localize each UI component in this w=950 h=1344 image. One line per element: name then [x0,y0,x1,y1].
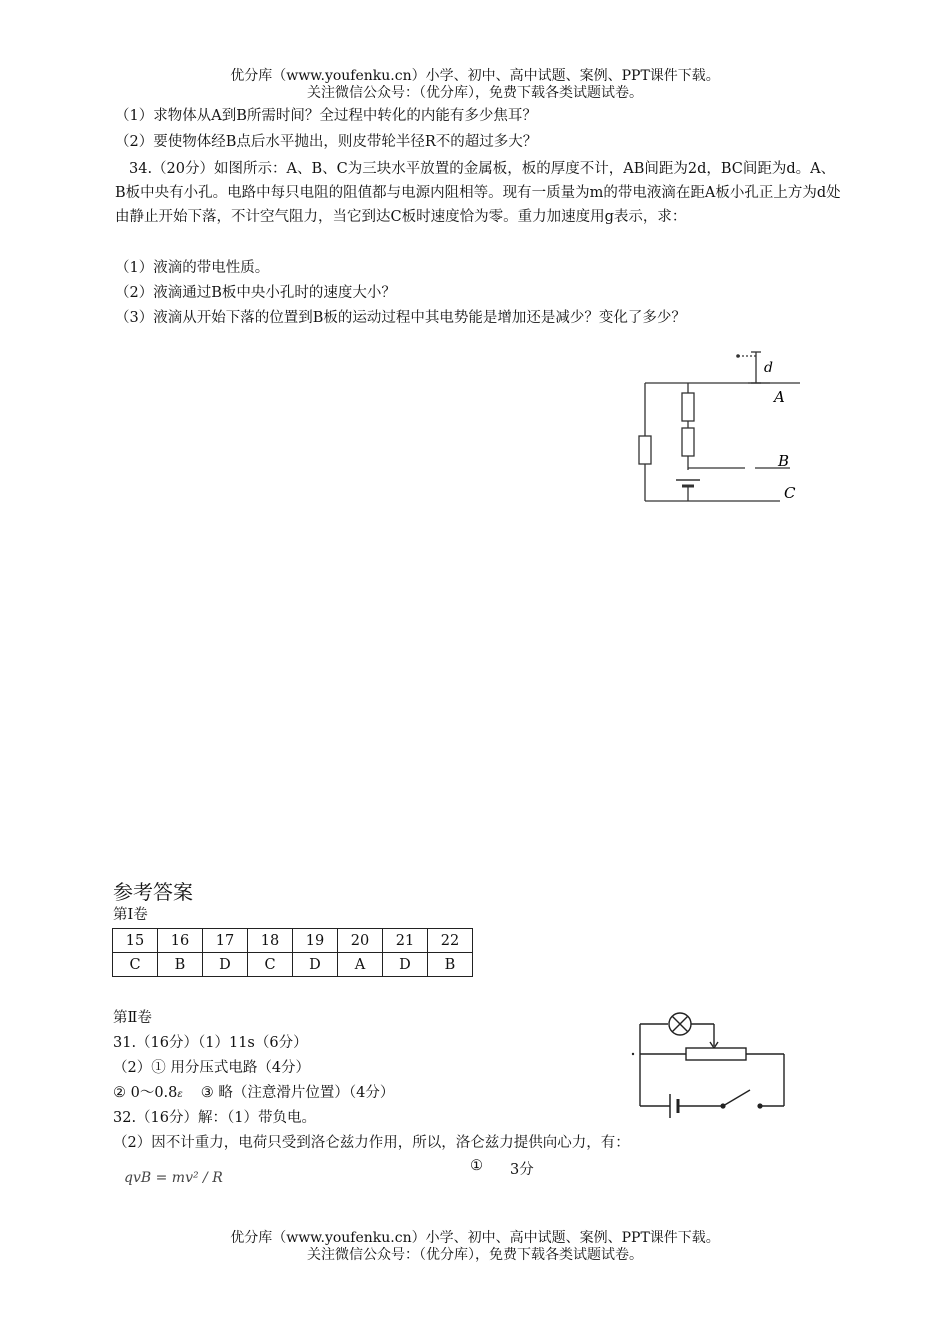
q31-range: ② 0～0.8 [113,1085,178,1101]
switch-blade [723,1090,750,1106]
q31-line1: 31.（16分）（1）11s（6分） [113,1035,308,1051]
q34-sub3: （3）液滴从开始下落的位置到B板的运动过程中其电势能是增加还是减少？变化了多少？ [115,310,686,326]
answer-choice: B [158,953,203,977]
label-c: C [784,484,796,502]
switch-pivot [720,1103,725,1108]
page-header [0,68,950,102]
q32-line1: 32.（16分）解：（1）带负电。 [113,1110,316,1126]
footer-line-1: 优分库（www.youfenku.cn）小学、初中、高中试题、案例、PPT课件下载。 [230,1230,720,1246]
answer-number: 18 [248,929,293,953]
resistor-mid-1 [682,393,694,421]
header-line-2: 关注微信公众号：（优分库），免费下载各类试题试卷。 [307,85,643,101]
q31-line2: （2）① 用分压式电路（4分） [113,1060,311,1076]
q34-stem: 34.（20分）如图所示：A、B、C为三块水平放置的金属板，板的厚度不计，AB间距为2d，BC间距为d。A、B板中央有小孔。电路中每只电阻的阻值都与电源内阻相等。现有一质量为m的带电液滴在距A板小孔正上方为d处由静止开始下落，不计空气阻力，当它到达C板时速度恰为零。重力加速度用g表示，求： [115,161,841,225]
q33-sub2: （2）要使物体经B点后水平抛出，则皮带轮半径R不的超过多大？ [115,134,538,150]
q34-sub2: （2）液滴通过B板中央小孔时的速度大小？ [115,285,396,301]
label-b: B [778,452,790,470]
q32-score: 3分 [510,1162,534,1178]
label-d: d [764,360,773,376]
q33-sub1: （1）求物体从A到B所需时间？全过程中转化的内能有多少焦耳？ [115,108,537,124]
part2-label: 第Ⅱ卷 [113,1010,152,1026]
q32-formula: qvB = mv² / R [124,1170,223,1186]
rheostat [686,1048,746,1060]
q32-line2: （2）因不计重力，电荷只受到洛仑兹力作用，所以，洛仑兹力提供向心力，有： [113,1135,630,1151]
answer-choice: C [248,953,293,977]
q31-note: ③ 略（注意滑片位置）（4分） [200,1085,395,1101]
resistor-mid-2 [682,428,694,456]
footer-line-2: 关注微信公众号：（优分库），免费下载各类试题试卷。 [307,1247,643,1263]
answer-table-numbers-row [113,929,473,953]
answer-number: 19 [293,929,338,953]
resistor-left [639,436,651,464]
part1-label: 第Ⅰ卷 [113,907,148,923]
answer-number: 15 [113,929,158,953]
answer-choice: A [338,953,383,977]
header-line-1: 优分库（www.youfenku.cn）小学、初中、高中试题、案例、PPT课件下载。 [230,68,720,84]
answer-number: 21 [383,929,428,953]
answer-table-choices-row [113,953,473,977]
q34-circuit-figure [630,348,810,508]
q31-circuit-figure [628,1010,798,1125]
answer-choice: D [383,953,428,977]
q34-sub1: （1）液滴的带电性质。 [115,260,270,276]
answer-table [112,928,473,977]
answer-choice: B [428,953,473,977]
switch-contact [757,1103,762,1108]
answer-choice: D [293,953,338,977]
answer-number: 16 [158,929,203,953]
q31-epsilon: ε [177,1089,183,1100]
label-a: A [774,388,785,406]
q32-mark: ① [470,1158,483,1174]
droplet-dot [736,354,740,358]
answers-title: 参考答案 [113,880,193,904]
answer-number: 20 [338,929,383,953]
answer-number: 17 [203,929,248,953]
answer-number: 22 [428,929,473,953]
page-footer [0,1230,950,1264]
answer-choice: D [203,953,248,977]
answer-choice: C [113,953,158,977]
